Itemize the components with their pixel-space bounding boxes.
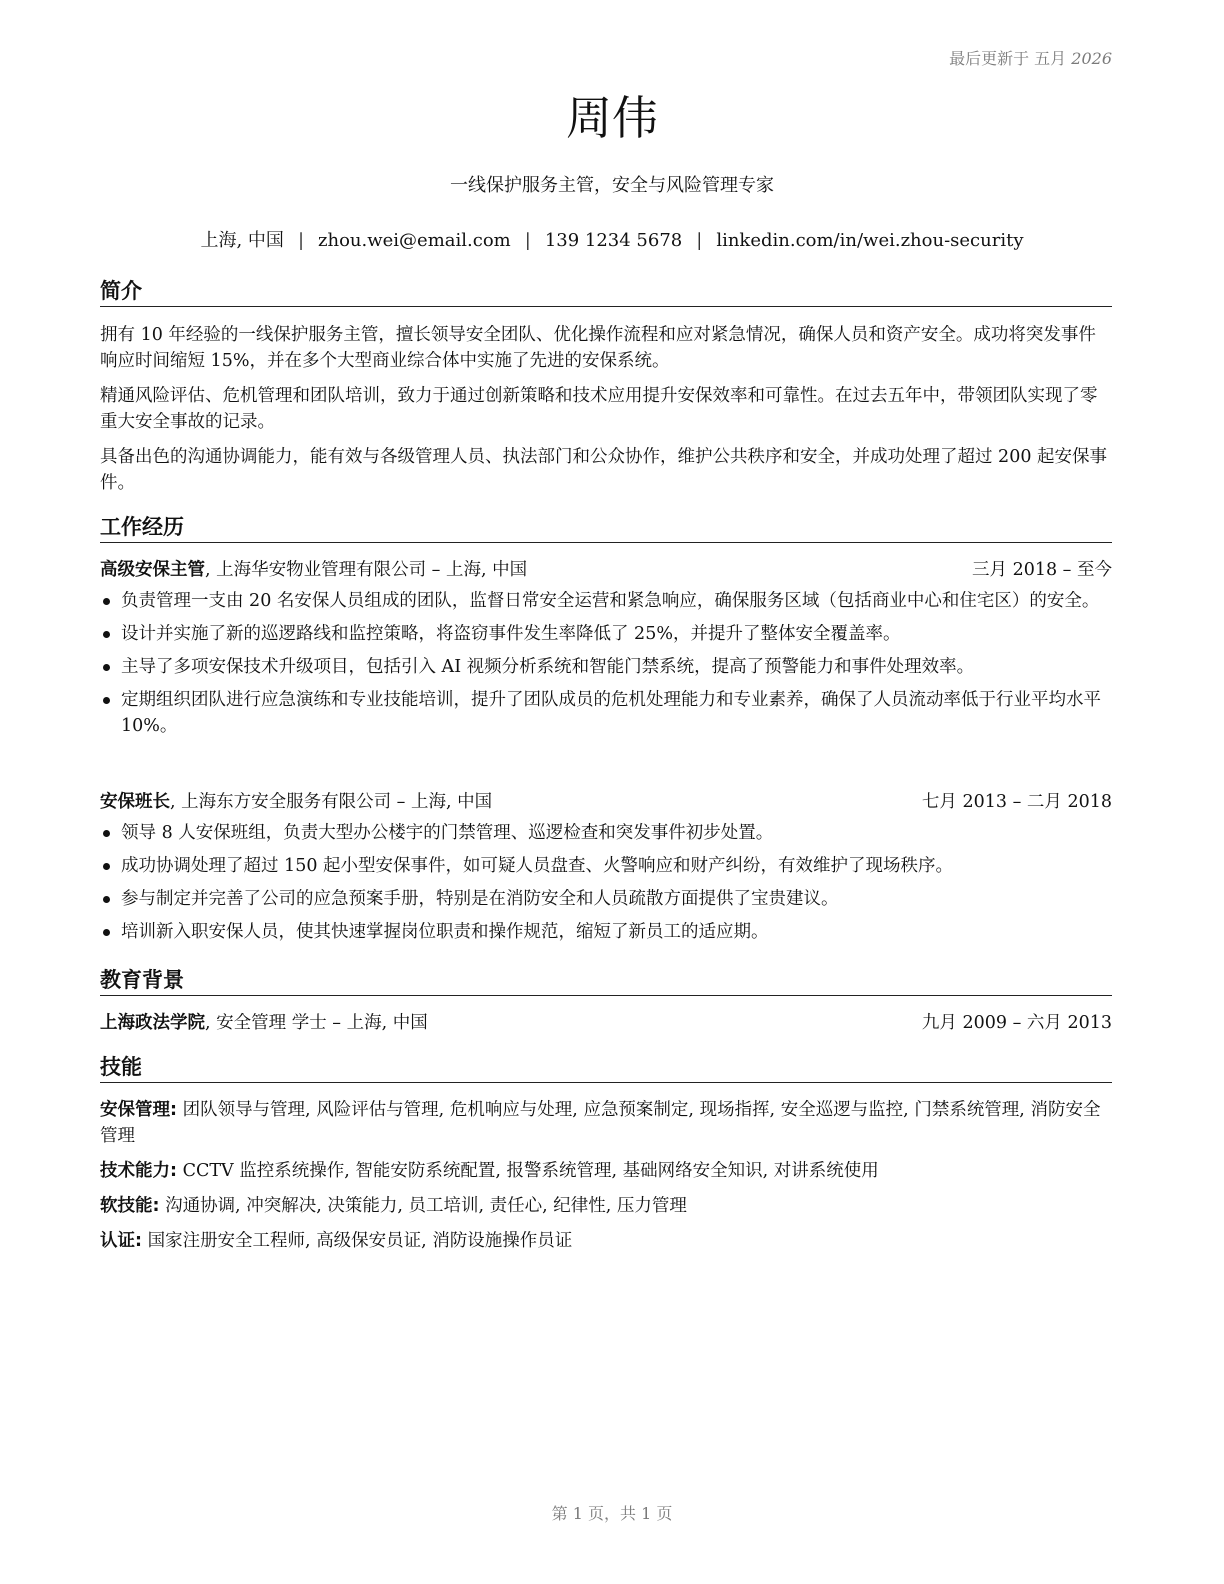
job-bullets <box>100 820 1112 952</box>
job-role: 高级安保主管 <box>100 560 205 580</box>
skill-label: 软技能: <box>100 1196 160 1216</box>
skill-row <box>100 1228 1112 1254</box>
list-item: 负责管理一支由 20 名安保人员组成的团队，监督日常安全运营和紧急响应，确保服务区域（包括商业中心和住宅区）的安全。 <box>100 588 1112 614</box>
skill-label: 技术能力: <box>100 1161 177 1181</box>
contact-linkedin[interactable]: linkedin.com/in/wei.zhou-security <box>716 230 1024 251</box>
education-detail: , 安全管理 学士 – 上海, 中国 <box>205 1013 428 1033</box>
list-item: 主导了多项安保技术升级项目，包括引入 AI 视频分析系统和智能门禁系统，提高了预警能力和事件处理效率。 <box>100 654 1112 680</box>
education-line <box>100 1010 428 1036</box>
job-title-line <box>100 789 492 815</box>
list-item: 培训新入职安保人员，使其快速掌握岗位职责和操作规范，缩短了新员工的适应期。 <box>100 919 1112 945</box>
contact-location: 上海, 中国 <box>200 230 284 251</box>
contact-separator: | <box>297 230 305 251</box>
contact-phone[interactable]: 139 1234 5678 <box>544 230 683 251</box>
section-title-education: 教育背景 <box>100 967 1112 996</box>
last-updated <box>949 46 1112 69</box>
skill-value: 团队领导与管理, 风险评估与管理, 危机响应与处理, 应急预案制定, 现场指挥, 安全巡逻与监控, 门禁系统管理, 消防安全管理 <box>100 1100 1101 1146</box>
skill-label: 认证: <box>100 1231 142 1251</box>
job-dates: 三月 2018 – 至今 <box>972 560 1112 580</box>
summary-paragraph: 具备出色的沟通协调能力，能有效与各级管理人员、执法部门和公众协作，维护公共秩序和安全，并成功处理了超过 200 起安保事件。 <box>100 447 1108 493</box>
page-footer: 第 1 页，共 1 页 <box>551 1504 673 1523</box>
contact-email[interactable]: zhou.wei@email.com <box>318 230 511 251</box>
last-updated-year: 2026 <box>1071 49 1112 68</box>
contact-separator: | <box>696 230 703 251</box>
list-item: 参与制定并完善了公司的应急预案手册，特别是在消防安全和人员疏散方面提供了宝贵建议。 <box>100 886 1112 912</box>
headline: 一线保护服务主管，安全与风险管理专家 <box>450 175 774 196</box>
skill-row <box>100 1097 1112 1149</box>
education-header <box>100 1010 1112 1036</box>
list-item: 领导 8 人安保班组，负责大型办公楼宇的门禁管理、巡逻检查和突发事件初步处置。 <box>100 820 1112 846</box>
list-item: 成功协调处理了超过 150 起小型安保事件，如可疑人员盘查、火警响应和财产纠纷，有效维护了现场秩序。 <box>100 853 1112 879</box>
list-item: 定期组织团队进行应急演练和专业技能培训，提升了团队成员的危机处理能力和专业素养，确保了人员流动率低于行业平均水平 10%。 <box>100 687 1112 739</box>
skill-value: 沟通协调, 冲突解决, 决策能力, 员工培训, 责任心, 纪律性, 压力管理 <box>159 1196 687 1216</box>
job-header <box>100 789 1112 815</box>
summary-paragraph: 精通风险评估、危机管理和团队培训，致力于通过创新策略和技术应用提升安保效率和可靠性。在过去五年中，带领团队实现了零重大安全事故的记录。 <box>100 386 1098 432</box>
skill-row <box>100 1158 1112 1184</box>
job-org: , 上海华安物业管理有限公司 – 上海, 中国 <box>205 560 528 580</box>
job-org: , 上海东方安全服务有限公司 – 上海, 中国 <box>170 792 493 812</box>
job-dates: 七月 2013 – 二月 2018 <box>921 792 1112 812</box>
education-dates: 九月 2009 – 六月 2013 <box>921 1013 1112 1033</box>
job-header <box>100 557 1112 583</box>
skill-row <box>100 1193 1112 1219</box>
job-bullets <box>100 588 1112 746</box>
summary-paragraph: 拥有 10 年经验的一线保护服务主管，擅长领导安全团队、优化操作流程和应对紧急情况，确保人员和资产安全。成功将突发事件响应时间缩短 15%，并在多个大型商业综合体中实施了先进的安保系统。 <box>100 325 1096 371</box>
candidate-name: 周伟 <box>566 91 658 145</box>
last-updated-prefix: 最后更新于 五月 <box>949 49 1067 68</box>
list-item: 设计并实施了新的巡逻路线和监控策略，将盗窃事件发生率降低了 25%，并提升了整体安全覆盖率。 <box>100 621 1112 647</box>
job-title-line <box>100 557 527 583</box>
education-school: 上海政法学院 <box>100 1013 205 1033</box>
contact-separator: | <box>524 230 531 251</box>
job-role: 安保班长 <box>100 792 170 812</box>
section-title-skills: 技能 <box>100 1054 1112 1083</box>
skill-label: 安保管理: <box>100 1100 177 1120</box>
contact-line <box>0 226 1224 252</box>
section-title-summary: 简介 <box>100 278 1112 307</box>
skill-value: 国家注册安全工程师, 高级保安员证, 消防设施操作员证 <box>142 1231 573 1251</box>
skill-value: CCTV 监控系统操作, 智能安防系统配置, 报警系统管理, 基础网络安全知识, 对讲系统使用 <box>177 1161 879 1181</box>
section-title-experience: 工作经历 <box>100 514 1112 543</box>
